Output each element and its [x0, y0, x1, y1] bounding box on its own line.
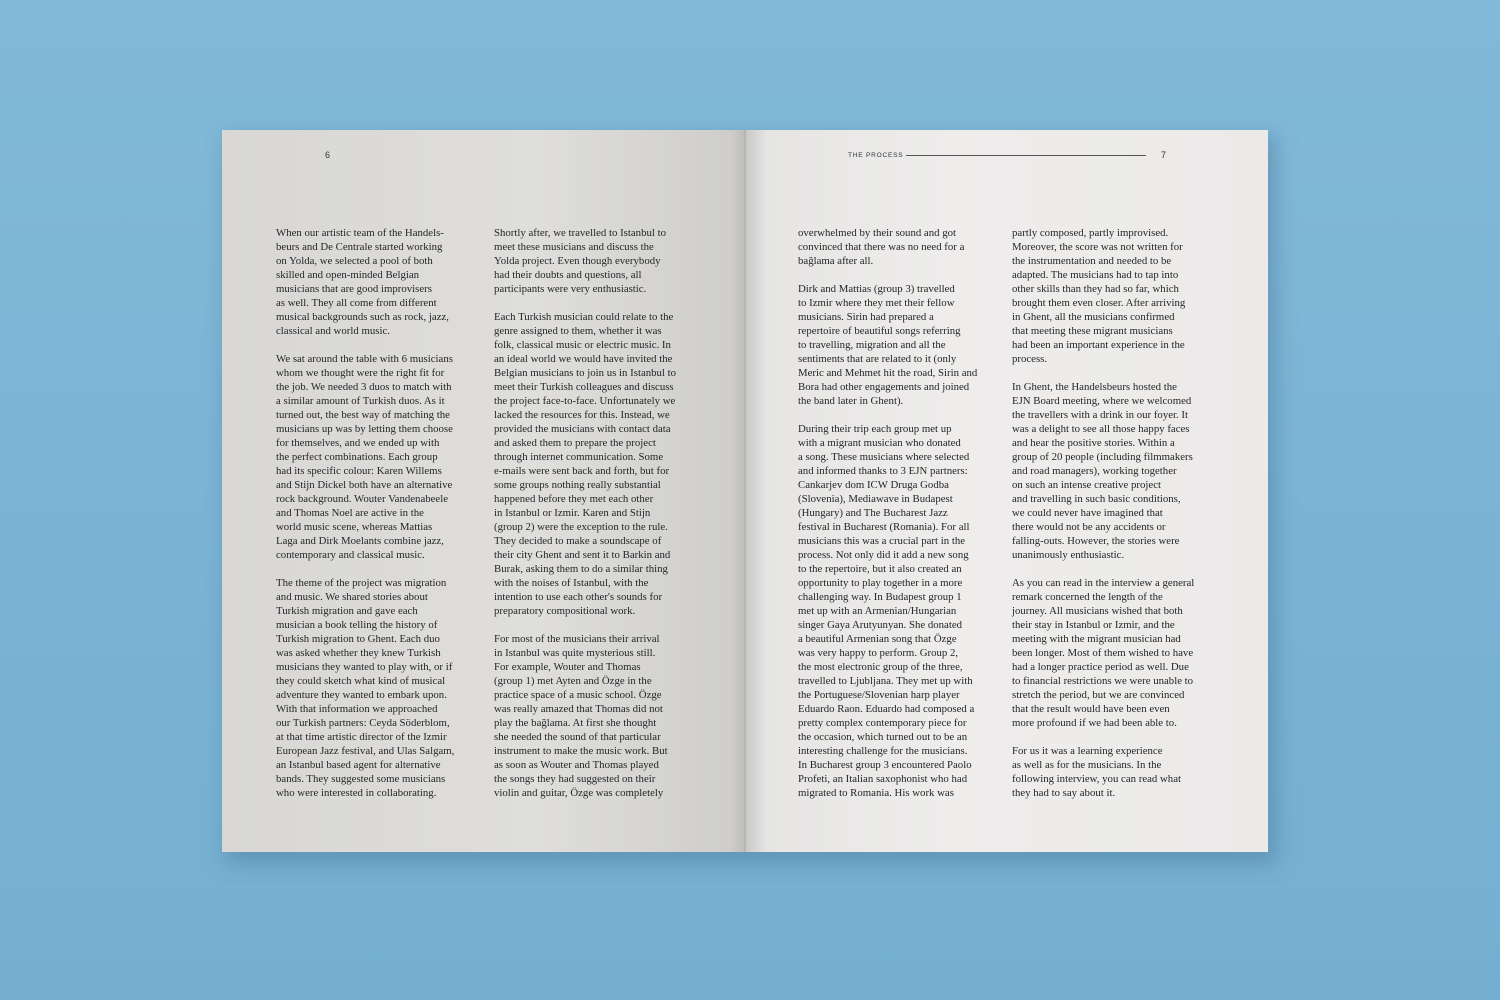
paragraph: The theme of the project was migration and music. We shared stories about Turkish migration and gave each musician a book telling the history of Turkish migration to Ghent. Each duo was asked whether they knew Turkish musicians they wanted to play with, or if they could sketch what kind of musical adventure they wanted to embark upon. With that information we approached our Turkish partners: Ceyda Söderblom, at that time artistic director of the Izmir European Jazz festival, and Ulas Salgam, an Istanbul based agent for alternative bands. They suggested some musicians who were interested in collaborating. — [276, 577, 455, 799]
paragraph: We sat around the table with 6 musicians whom we thought were the right fit for the job. We needed 3 duos to match with a similar amount of Turkish duos. As it turned out, the best way of matching the musicians up was by letting them choose for themselves, and we ended up with the perfect combinations. Each group had its specific colour: Karen Willems and Stijn Dickel both have an alternative rock background. Wouter Vandenabeele and Thomas Noel are active in the world music scene, whereas Mattias Laga and Dirk Moelants combine jazz, contemporary and classical music. — [276, 353, 453, 561]
paragraph: When our artistic team of the Handels- beurs and De Centrale started working on Yolda, we selected a pool of both skilled and open-minded Belgian musicians that are good improvisers as well. They all come from different musical backgrounds such as rock, jazz, classical and world music. — [276, 227, 449, 337]
running-head-rule — [906, 155, 1146, 156]
running-head: THE PROCESS — [848, 152, 904, 159]
paragraph: For most of the musicians their arrival in Istanbul was quite mysterious still. For example, Wouter and Thomas (group 1) met Ayten and Özge in the practice space of a music school. Özge was really amazed that Thomas did not play the bağlama. At first she thought she needed the sound of that particular instrument to make the music work. But as soon as Wouter and Thomas played the songs they had suggested on their violin and guitar, Özge was completely — [494, 633, 668, 799]
paragraph: In Ghent, the Handelsbeurs hosted the EJN Board meeting, where we welcomed the travellers with a drink in our foyer. It was a delight to see all those happy faces and hear the positive stories. Within a group of 20 people (including filmmakers and road managers), working together on such an intense creative project and travelling in such basic conditions, we could never have imagined that there would not be any accidents or falling-outs. However, the stories were unanimously enthusiastic. — [1012, 381, 1193, 561]
paragraph: Each Turkish musician could relate to the genre assigned to them, whether it was folk, classical music or electric music. In an ideal world we would have invited the Belgian musicians to join us in Istanbul to meet their Turkish colleagues and discuss the project face-to-face. Unfortunately we lacked the resources for this. Instead, we provided the musicians with contact data and asked them to prepare the project through internet communication. Some e-mails were sent back and forth, but for some groups nothing really substantial happened before they met each other in Istanbul or Izmir. Karen and Stijn (group 2) were the exception to the rule. They decided to make a soundscape of their city Ghent and sent it to Barkin and Burak, asking them to do a similar thing with the noises of Istanbul, with the intention to use each other's sounds for preparatory compositional work. — [494, 311, 677, 617]
paragraph: partly composed, partly improvised. Moreover, the score was not written for the instrumentation and needed to be adapted. The musicians had to tap into other skills than they had so far, which brought them even closer. After arriving in Ghent, all the musicians confirmed that meeting these migrant musicians had been an important experience in the process. — [1012, 227, 1186, 365]
paragraph: For us it was a learning experience as well as for the musicians. In the following interview, you can read what they had to say about it. — [1012, 745, 1181, 799]
right-page — [746, 130, 1268, 852]
paragraph: As you can read in the interview a general remark concerned the length of the journey. All musicians wished that both their stay in Istanbul or Izmir, and the meeting with the migrant musician had been longer. Most of them wished to have had a longer practice period as well. Due to financial restrictions we were unable to stretch the period, but we are convinced that the result would have been even more profound if we had been able to. — [1012, 577, 1195, 729]
left-page — [222, 130, 746, 852]
left-page-column-2 — [494, 226, 716, 814]
paragraph: During their trip each group met up with a migrant musician who donated a song. These musicians where selected and informed thanks to 3 EJN partners: Cankarjev dom ICW Druga Godba (Slovenia), Mediawave in Budapest (Hungary) and The Bucharest Jazz festival in Bucharest (Romania). For all musicians this was a crucial part in the process. Not only did it add a new song to the repertoire, but it also created an opportunity to play together in a more challenging way. In Budapest group 1 met up with an Armenian/Hungarian singer Gaya Arutyunyan. She donated a beautiful Armenian song that Özge was very happy to perform. Group 2, the most electronic group of the three, travelled to Ljubljana. They met up with the Portuguese/Slovenian harp player Eduardo Raon. Eduardo had composed a pretty complex contemporary piece for the occasion, which turned out to be an interesting challenge for the musicians. In Bucharest group 3 encountered Paolo Profeti, an Italian saxophonist who had migrated to Romania. His work was — [798, 423, 975, 799]
paragraph: Dirk and Mattias (group 3) travelled to Izmir where they met their fellow musicians. Sirin had prepared a repertoire of beautiful songs referring to travelling, migration and all the sentiments that are related to it (only Meric and Mehmet hit the road, Sirin and Bora had other engagements and joined the band later in Ghent). — [798, 283, 978, 407]
left-page-column-1 — [276, 226, 486, 814]
paragraph: Shortly after, we travelled to Istanbul to meet these musicians and discuss the Yolda project. Even though everybody had their doubts and questions, all participants were very enthusiastic. — [494, 227, 666, 295]
page-number-left: 6 — [325, 150, 331, 160]
page-number-right: 7 — [1161, 150, 1167, 160]
right-page-column-2 — [1012, 226, 1224, 814]
paragraph: overwhelmed by their sound and got convinced that there was no need for a bağlama after all. — [798, 227, 965, 267]
right-page-column-1 — [798, 226, 1008, 814]
